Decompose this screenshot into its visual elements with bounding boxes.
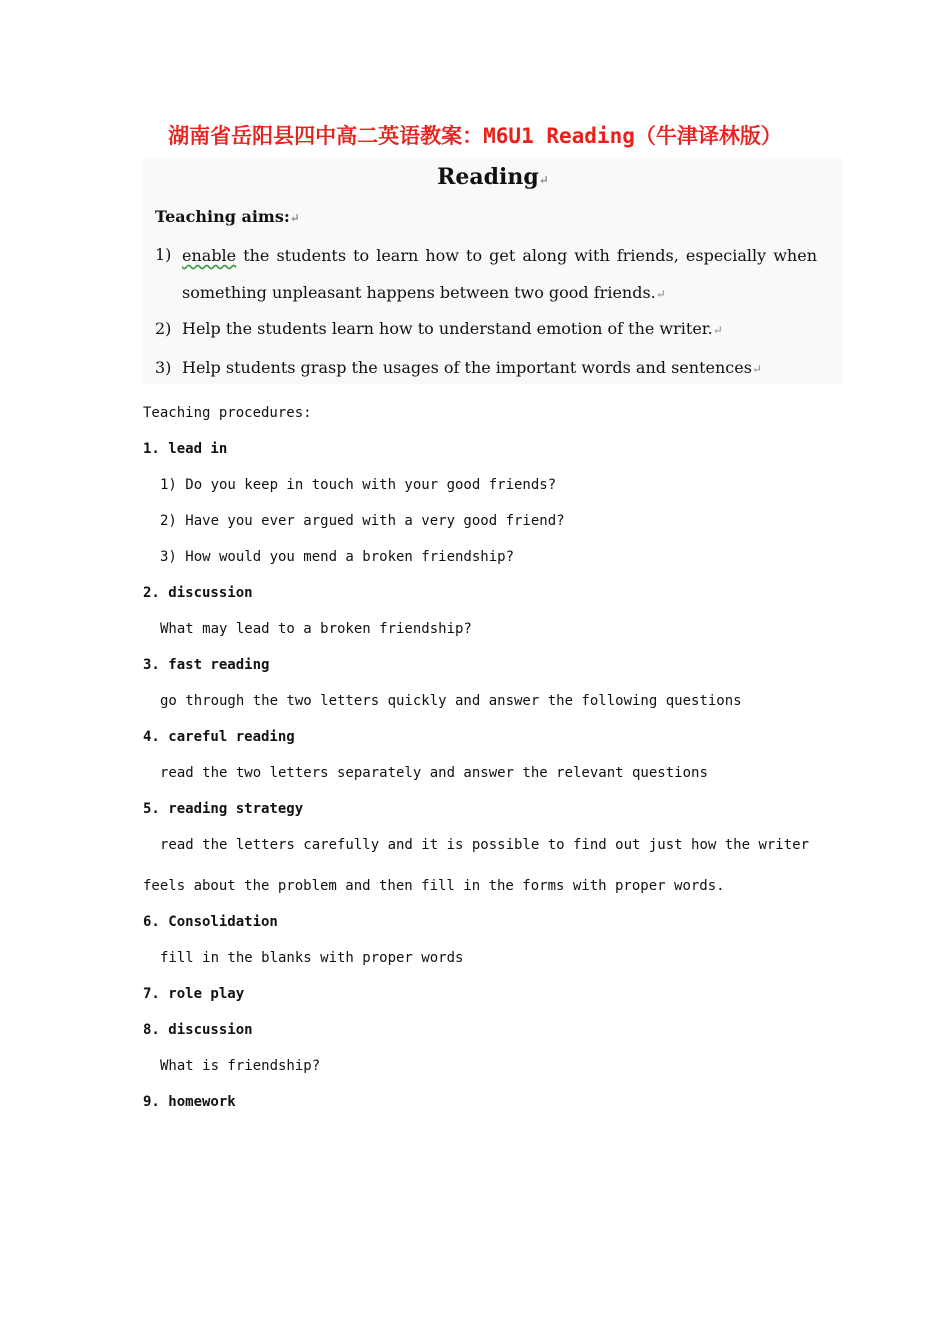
list-item: 1) Do you keep in touch with your good friends? (160, 477, 557, 493)
list-item: 3) How would you mend a broken friendship? (160, 549, 515, 565)
step-heading: 4. careful reading (143, 729, 295, 745)
step-text: fill in the blanks with proper words (160, 950, 464, 966)
spellcheck-word: enable (182, 246, 237, 265)
teaching-aims-label: Teaching aims:↵ (155, 207, 300, 226)
step-text: What is friendship? (160, 1058, 321, 1074)
image-heading: Reading↵ (437, 164, 549, 190)
page-title: 湖南省岳阳县四中高二英语教案：M6U1 Reading（牛津译林版） (168, 124, 782, 148)
step-heading: 2. discussion (143, 585, 253, 601)
list-item: 2) Have you ever argued with a very good friend? (160, 513, 565, 529)
step-text: go through the two letters quickly and answer the following questions (160, 693, 742, 709)
step-text: read the letters carefully and it is possible to find out just how the writer (160, 837, 810, 853)
step-heading: 1. lead in (143, 441, 228, 457)
step-heading: 9. homework (143, 1094, 236, 1110)
procedures-label: Teaching procedures: (143, 405, 312, 421)
embedded-reading-image: Reading↵ Teaching aims:↵ 1) enable the students to learn how to get along with friends, especially when something unpleasant happens between two good friends.↵ 2) Help the students learn how to understand emotion of the writer.↵ 3) Help students grasp the usages of the important words and sentences↵ (143, 158, 843, 384)
step-heading: 3. fast reading (143, 657, 270, 673)
step-text-continued: feels about the problem and then fill in the forms with proper words. (143, 878, 725, 894)
step-text: read the two letters separately and answer the relevant questions (160, 765, 708, 781)
step-text: What may lead to a broken friendship? (160, 621, 472, 637)
step-heading: 5. reading strategy (143, 801, 304, 817)
step-heading: 6. Consolidation (143, 914, 278, 930)
step-heading: 8. discussion (143, 1022, 253, 1038)
step-heading: 7. role play (143, 986, 245, 1002)
